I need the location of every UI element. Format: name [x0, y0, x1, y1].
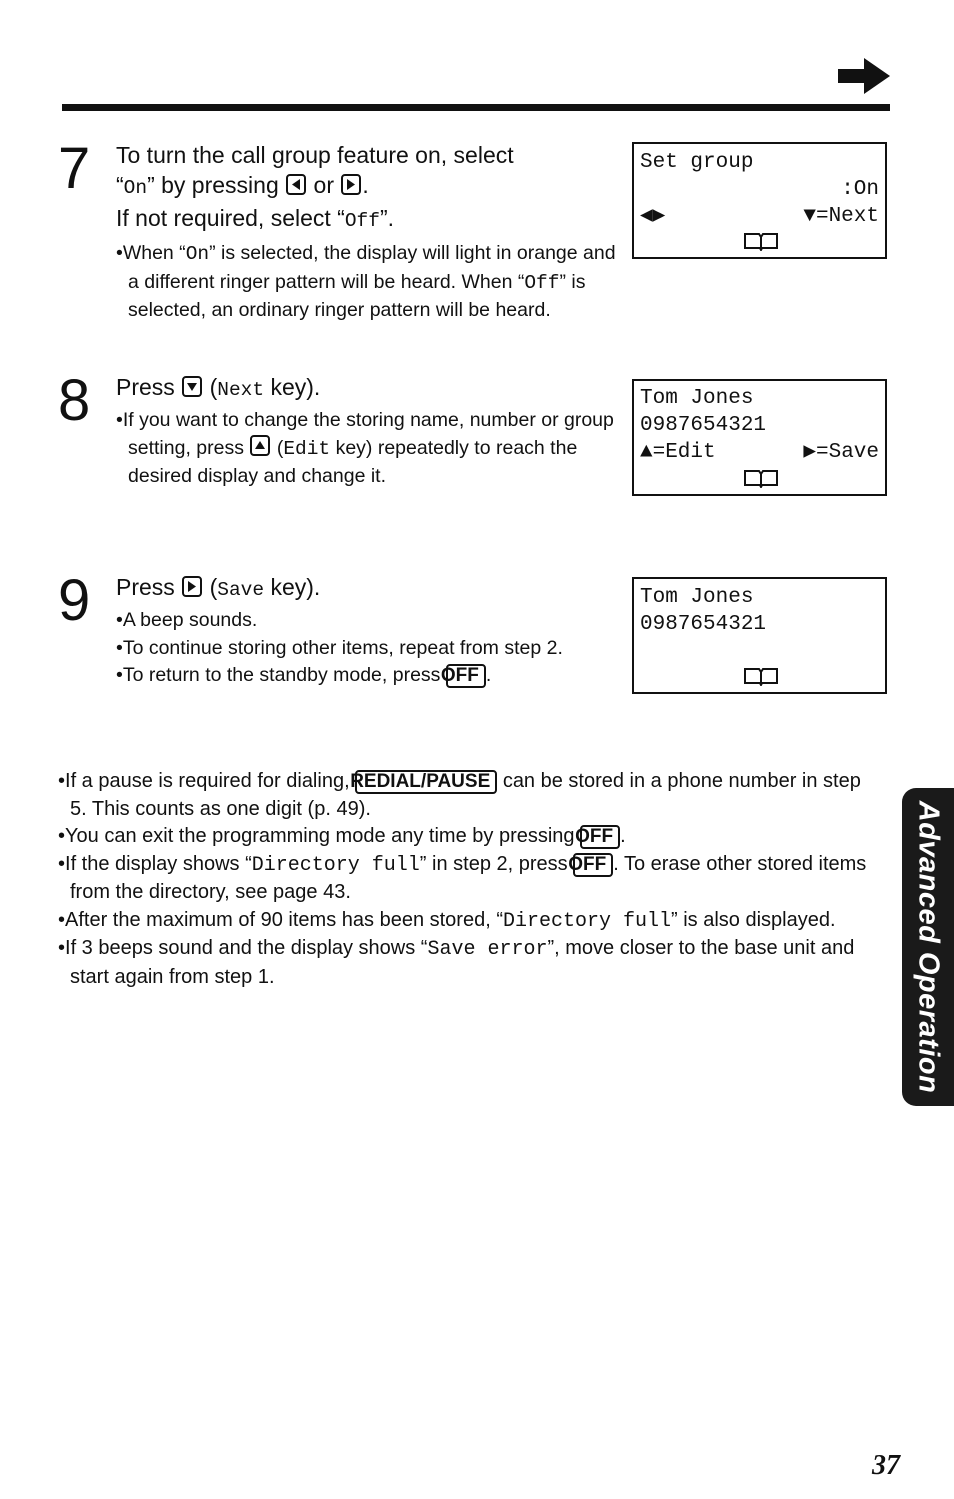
lcd-line: Tom Jones: [640, 387, 754, 410]
arrow-right-icon: [838, 58, 890, 94]
off-button-label: OFF: [446, 664, 486, 688]
step-note: • If you want to change the storing name, number or group setting, press (Edit key) repeatedly to reach the desired display and change it.: [116, 407, 616, 491]
top-rule: [62, 104, 890, 111]
step-instruction-line: Press (Save key).: [116, 574, 321, 601]
lcd-display: [632, 142, 887, 259]
lcd-display: [632, 379, 887, 496]
step-note: • To return to the standby mode, press OFF .: [116, 662, 616, 690]
step-body: [116, 372, 616, 491]
lcd-line: 0987654321: [640, 613, 767, 636]
off-button-label: OFF: [573, 853, 613, 877]
right-arrow-key-icon: [182, 576, 202, 597]
redial-pause-button-label: REDIAL/PAUSE: [355, 770, 497, 794]
lcd-line: ◀▶: [640, 205, 666, 228]
note-item: • If the display shows “Directory full” in step 2, press OFF . To erase other stored items from the directory, see page 43.: [58, 851, 878, 907]
lcd-display: [632, 577, 887, 694]
lcd-line: ▲=Edit: [640, 441, 716, 464]
section-tab-label: Advanced Operation: [912, 800, 945, 1094]
lcd-line: Set group: [640, 151, 754, 174]
book-icon: [741, 666, 781, 686]
left-arrow-key-icon: [286, 174, 306, 195]
lcd-line: ▼=Next: [803, 205, 879, 228]
note-item: • If a pause is required for dialing, REDIAL/PAUSE can be stored in a phone number in step 5. This counts as one digit (p. 49).: [58, 768, 878, 823]
step-note: • A beep sounds.: [116, 607, 616, 635]
step-number: 9: [58, 568, 91, 633]
section-tab: [902, 788, 954, 1106]
up-arrow-key-icon: [250, 435, 270, 456]
down-arrow-key-icon: [182, 376, 202, 397]
step-note: • When “On” is selected, the display will light in orange and a different ringer pattern will be heard. When “Off” is selected, an ordinary ringer pattern will be heard.: [116, 240, 616, 325]
lcd-line: 0987654321: [640, 414, 767, 437]
lcd-line: :On: [841, 178, 879, 201]
step-note: • To continue storing other items, repeat from step 2.: [116, 635, 616, 663]
right-arrow-key-icon: [341, 174, 361, 195]
step-body: [116, 572, 616, 690]
off-button-label: OFF: [580, 825, 620, 849]
note-item: • If 3 beeps sound and the display shows “Save error”, move closer to the base unit and start again from step 1.: [58, 935, 878, 991]
note-item: • You can exit the programming mode any time by pressing OFF .: [58, 823, 878, 851]
page-number: 37: [872, 1450, 900, 1481]
lcd-line: Tom Jones: [640, 586, 754, 609]
step-instruction-line: To turn the call group feature on, select: [116, 142, 514, 168]
step-body: [116, 140, 616, 325]
step-instruction-line: “On” by pressing or .: [116, 172, 369, 199]
book-icon: [741, 231, 781, 251]
step-instruction-line: If not required, select “Off”.: [116, 205, 395, 232]
notes-list: [58, 768, 878, 991]
note-item: • After the maximum of 90 items has been stored, “Directory full” is also displayed.: [58, 907, 878, 936]
step-number: 8: [58, 368, 91, 433]
step-number: 7: [58, 136, 91, 201]
step-instruction-line: Press (Next key).: [116, 374, 321, 401]
lcd-line: ▶=Save: [803, 441, 879, 464]
book-icon: [741, 468, 781, 488]
